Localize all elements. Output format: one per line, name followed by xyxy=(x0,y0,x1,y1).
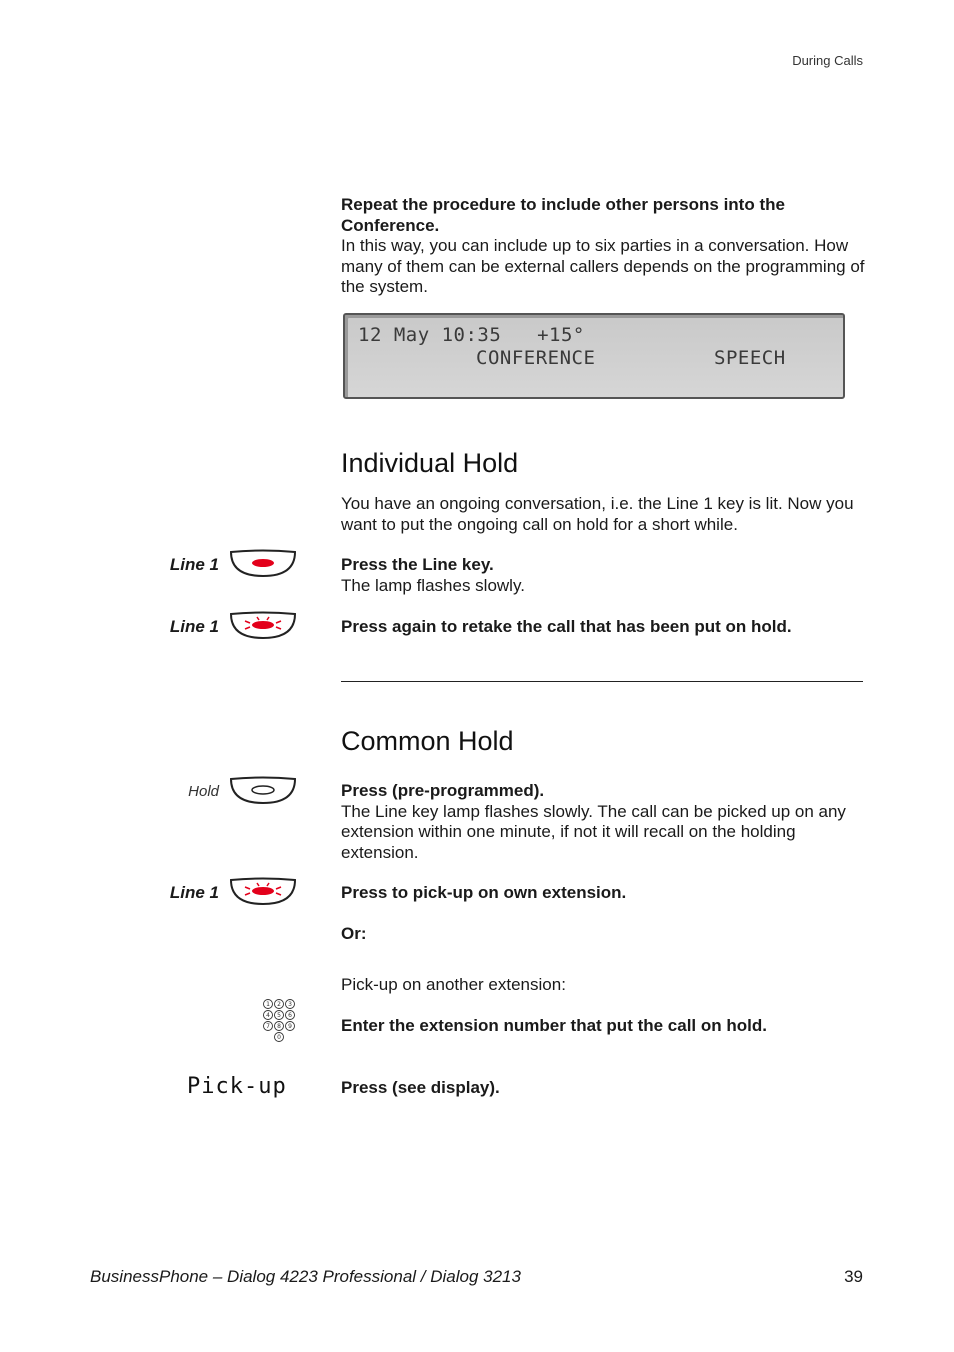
intro-block xyxy=(341,195,866,298)
individual-hold-step1 xyxy=(341,555,866,596)
individual-hold-step2: Press again to retake the call that has been put on hold. xyxy=(341,617,792,636)
step1-bold: Press (pre-programmed). xyxy=(341,781,545,800)
keypad-digit: 9 xyxy=(288,1023,292,1031)
keypad-digit: 3 xyxy=(288,1001,292,1009)
footer-title: BusinessPhone – Dialog 4223 Professional / Dialog 3213 xyxy=(90,1267,521,1286)
individual-hold-intro: You have an ongoing conversation, i.e. the Line 1 key is lit. Now you want to put the ongoing call on hold for a short while. xyxy=(341,494,854,534)
keypad-icon[interactable] xyxy=(260,998,300,1048)
display-line1: 12 May 10:35 +15° xyxy=(358,324,585,346)
intro-bold: Repeat the procedure to include other persons into the Conference. xyxy=(341,195,785,235)
hold-key-icon[interactable] xyxy=(229,776,297,804)
line-key-flashing-icon[interactable] xyxy=(229,611,297,639)
common-hold-step4: Press (see display). xyxy=(341,1078,500,1097)
line1-label: Line 1 xyxy=(169,617,219,636)
intro-text: In this way, you can include up to six parties in a conversation. How many of them can be external callers depends on the programming of the system. xyxy=(341,236,865,296)
section-title-individual-hold: Individual Hold xyxy=(341,448,519,478)
line1-label: Line 1 xyxy=(169,555,219,574)
display-line2-right: SPEECH xyxy=(714,347,786,369)
running-header: During Calls xyxy=(792,53,863,68)
keypad-digit: 1 xyxy=(266,1001,270,1009)
step1-bold: Press the Line key. xyxy=(341,555,494,574)
keypad-digit: 0 xyxy=(277,1034,281,1042)
step1-text: The lamp flashes slowly. xyxy=(341,575,525,595)
line-key-flashing-icon[interactable] xyxy=(229,877,297,905)
section-title-common-hold: Common Hold xyxy=(341,726,514,756)
other-extension-text: Pick-up on another extension: xyxy=(341,975,566,994)
hold-label: Hold xyxy=(188,783,219,800)
common-hold-step2: Press to pick-up on own extension. xyxy=(341,883,627,902)
keypad-digit: 5 xyxy=(277,1012,281,1020)
common-hold-step1 xyxy=(341,781,866,863)
line-key-lit-icon[interactable] xyxy=(229,549,297,577)
common-hold-step3: Enter the extension number that put the call on hold. xyxy=(341,1016,767,1035)
line1-label: Line 1 xyxy=(169,883,219,902)
keypad-digit: 2 xyxy=(277,1001,281,1009)
display-line2-left: CONFERENCE xyxy=(476,347,596,369)
keypad-digit: 7 xyxy=(266,1023,270,1031)
step1-text: The Line key lamp flashes slowly. The call can be picked up on any extension within one minute, if not it will recall on the holding extension. xyxy=(341,801,846,862)
phone-display xyxy=(343,313,845,399)
section-divider xyxy=(341,681,863,682)
keypad-digit: 8 xyxy=(277,1023,281,1031)
keypad-digit: 6 xyxy=(288,1012,292,1020)
keypad-digit: 4 xyxy=(266,1012,270,1020)
page-number: 39 xyxy=(844,1267,863,1286)
pick-up-softkey[interactable]: Pick-up xyxy=(187,1074,287,1099)
or-label: Or: xyxy=(341,924,367,943)
